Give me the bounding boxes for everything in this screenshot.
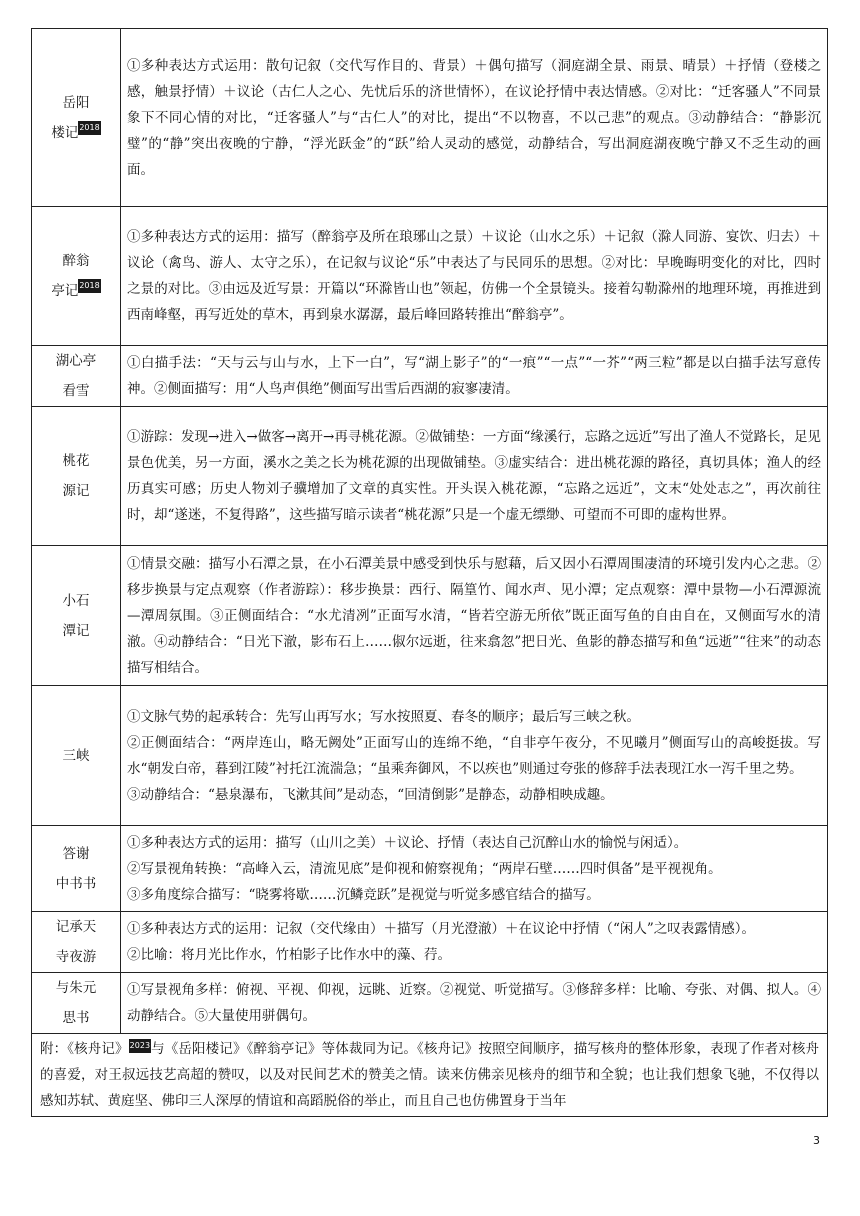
analysis-text: ①文脉气势的起承转合：先写山再写水；写水按照夏、春冬的顺序；最后写三峡之秋。 ②正侧面结合：“两岸连山，略无阙处”正面写山的连绵不绝，“自非亭午夜分，不见曦月”侧面写山的高峻挺拔。写水“朝发白帝，暮到江陵”衬托江流湍急；“虽乘奔御风，不以疾也”则通过夸张的修辞手法表现江水一泻千里之势。 ③动静结合：“悬泉瀑布，飞漱其间”是动态，“回清倒影”是静态，动静相映成趣。 — [127, 708, 821, 803]
page-number: 3 — [813, 1134, 820, 1147]
appendix-prefix: 附：《核舟记》 — [40, 1041, 129, 1057]
appendix-cell — [32, 1034, 828, 1117]
analysis-cell — [121, 973, 828, 1034]
table-row — [32, 407, 828, 546]
table-row — [32, 207, 828, 346]
analysis-text: ①多种表达方式的运用：记叙（交代缘由）＋描写（月光澄澈）＋在议论中抒情（“闲人”之叹表露情感）。 ②比喻：将月光比作水，竹柏影子比作水中的藻、荇。 — [127, 921, 756, 963]
essay-title-cell — [32, 407, 121, 546]
essay-title-text: 亭记 — [51, 283, 79, 299]
essay-title-line: 源记 — [62, 483, 90, 499]
analysis-text: ①白描手法：“天与云与山与水，上下一白”，写“湖上影子”的“一痕”“一点”“一芥”“两三粒”都是以白描手法写意传神。②侧面描写：用“人鸟声俱绝”侧面写出雪后西湖的寂寥凄清。 — [127, 355, 821, 397]
analysis-cell — [121, 912, 828, 973]
analysis-cell — [121, 29, 828, 207]
analysis-text: ①多种表达方式的运用：描写（醉翁亭及所在琅琊山之景）＋议论（山水之乐）＋记叙（滁人同游、宴饮、归去）＋议论（禽鸟、游人、太守之乐），在记叙与议论“乐”中表达了与民同乐的思想。②对比：早晚晦明变化的对比，四时之景的对比。③由远及近写景：开篇以“环滁皆山也”领起，仿佛一个全景镜头。接着勾勒滁州的地理环境，再推进到西南峰壑，再写近处的草木，再到泉水潺潺，最后峰回路转推出“醉翁亭”。 — [127, 229, 821, 323]
essay-title-line: 小石 — [62, 592, 90, 609]
essay-title-text: 楼记 — [51, 124, 79, 141]
analysis-text: ①多种表达方式运用：散句记叙（交代写作目的、背景）＋偶句描写（洞庭湖全景、雨景、晴景）＋抒情（登楼之感，触景抒情）＋议论（古仁人之心、先忧后乐的济世情怀），在议论抒情中表达情感。②对比：“迁客骚人”不同景象下不同心情的对比，“迁客骚人”与“古仁人”的对比，提出“不以物喜，不以己悲”的观点。③动静结合：“静影沉璧”的“静”突出夜晚的宁静，“浮光跃金”的“跃”给人灵动的感觉，动静结合，写出洞庭湖夜晚宁静又不乏生动的画面。 — [127, 57, 821, 178]
analysis-cell — [121, 407, 828, 546]
essay-title-line: 醉翁 — [62, 253, 90, 269]
exam-year-badge: 2018 — [78, 121, 100, 135]
essay-title-cell — [32, 912, 121, 973]
essay-title-line — [32, 276, 120, 306]
essay-title-cell — [32, 546, 121, 686]
essay-title-line: 看雪 — [62, 383, 90, 399]
table-row — [32, 686, 828, 826]
table-row — [32, 826, 828, 912]
exam-year-badge: 2023 — [129, 1039, 151, 1053]
essay-title-line: 三峡 — [62, 747, 90, 764]
essay-title-cell — [32, 973, 121, 1034]
notes-table — [31, 28, 828, 1117]
essay-title-line: 答谢 — [62, 845, 90, 862]
appendix-row — [32, 1034, 828, 1117]
essay-title-cell — [32, 686, 121, 826]
essay-title-cell — [32, 207, 121, 346]
essay-title-line: 思书 — [62, 1010, 90, 1026]
essay-title-line — [32, 118, 120, 148]
appendix-text: 与《岳阳楼记》《醉翁亭记》等体裁同为记。《核舟记》按照空间顺序，描写核舟的整体形象，表现了作者对核舟的喜爱，对王叔远技艺高超的赞叹，以及对民间艺术的赞美之情。读来仿佛亲见核舟的细节和全貌；也让我们想象飞驰，不仅得以感知苏轼、黄庭坚、佛印三人深厚的情谊和高蹈脱俗的举止，而且自己也仿佛置身于当年 — [40, 1041, 820, 1109]
essay-title-cell — [32, 346, 121, 407]
analysis-cell — [121, 346, 828, 407]
essay-title-line: 岳阳 — [62, 94, 90, 111]
essay-title-cell — [32, 29, 121, 207]
analysis-text: ①情景交融：描写小石潭之景，在小石潭美景中感受到快乐与慰藉，后又因小石潭周围凄清的环境引发内心之悲。②移步换景与定点观察（作者游踪）：移步换景：西行、隔篁竹、闻水声、见小潭；定点观察：潭中景物—小石潭源流—潭周氛围。③正侧面结合：“水尤清冽”正面写水清，“皆若空游无所依”既正面写鱼的自由自在，又侧面写水的清澈。④动静结合：“日光下澈，影布石上……俶尔远逝，往来翕忽”把日光、鱼影的静态描写和鱼“远逝”“往来”的动态描写相结合。 — [127, 555, 821, 676]
essay-title-line: 寺夜游 — [55, 949, 97, 965]
analysis-cell — [121, 826, 828, 912]
essay-title-cell — [32, 826, 121, 912]
analysis-text: ①多种表达方式的运用：描写（山川之美）＋议论、抒情（表达自己沉醉山水的愉悦与闲适）。 ②写景视角转换：“高峰入云，清流见底”是仰视和俯察视角；“两岸石壁……四时俱备”是平视视角。 ③多角度综合描写：“晓雾将歇……沉鳞竞跃”是视觉与听觉多感官结合的描写。 — [127, 834, 722, 903]
essay-title-line: 湖心亭 — [55, 353, 97, 369]
table-row — [32, 912, 828, 973]
table-row — [32, 973, 828, 1034]
table-row — [32, 346, 828, 407]
essay-title-line: 桃花 — [62, 453, 90, 469]
essay-title-line: 潭记 — [62, 622, 90, 639]
analysis-cell — [121, 546, 828, 686]
analysis-cell — [121, 207, 828, 346]
essay-title-line: 中书书 — [55, 875, 97, 892]
essay-title-line: 与朱元 — [55, 980, 97, 996]
essay-title-line: 记承天 — [55, 919, 97, 935]
table-row — [32, 29, 828, 207]
analysis-cell — [121, 686, 828, 826]
table-row — [32, 546, 828, 686]
analysis-text: ①写景视角多样：俯视、平视、仰视，远眺、近察。②视觉、听觉描写。③修辞多样：比喻、夸张、对偶、拟人。④动静结合。⑤大量使用骈偶句。 — [127, 982, 821, 1024]
analysis-text: ①游踪：发现→进入→做客→离开→再寻桃花源。②做铺垫：一方面“缘溪行，忘路之远近”写出了渔人不觉路长，足见景色优美，另一方面，溪水之美之长为桃花源的出现做铺垫。③虚实结合：进出桃花源的路径，真切具体；渔人的经历真实可感；历史人物刘子骥增加了文章的真实性。开头误入桃花源，“忘路之远近”，文末“处处志之”，再次前往时，却“遂迷，不复得路”，这些描写暗示读者“桃花源”只是一个虚无缥缈、可望而不可即的虚构世界。 — [127, 429, 821, 523]
exam-year-badge: 2018 — [78, 279, 100, 293]
